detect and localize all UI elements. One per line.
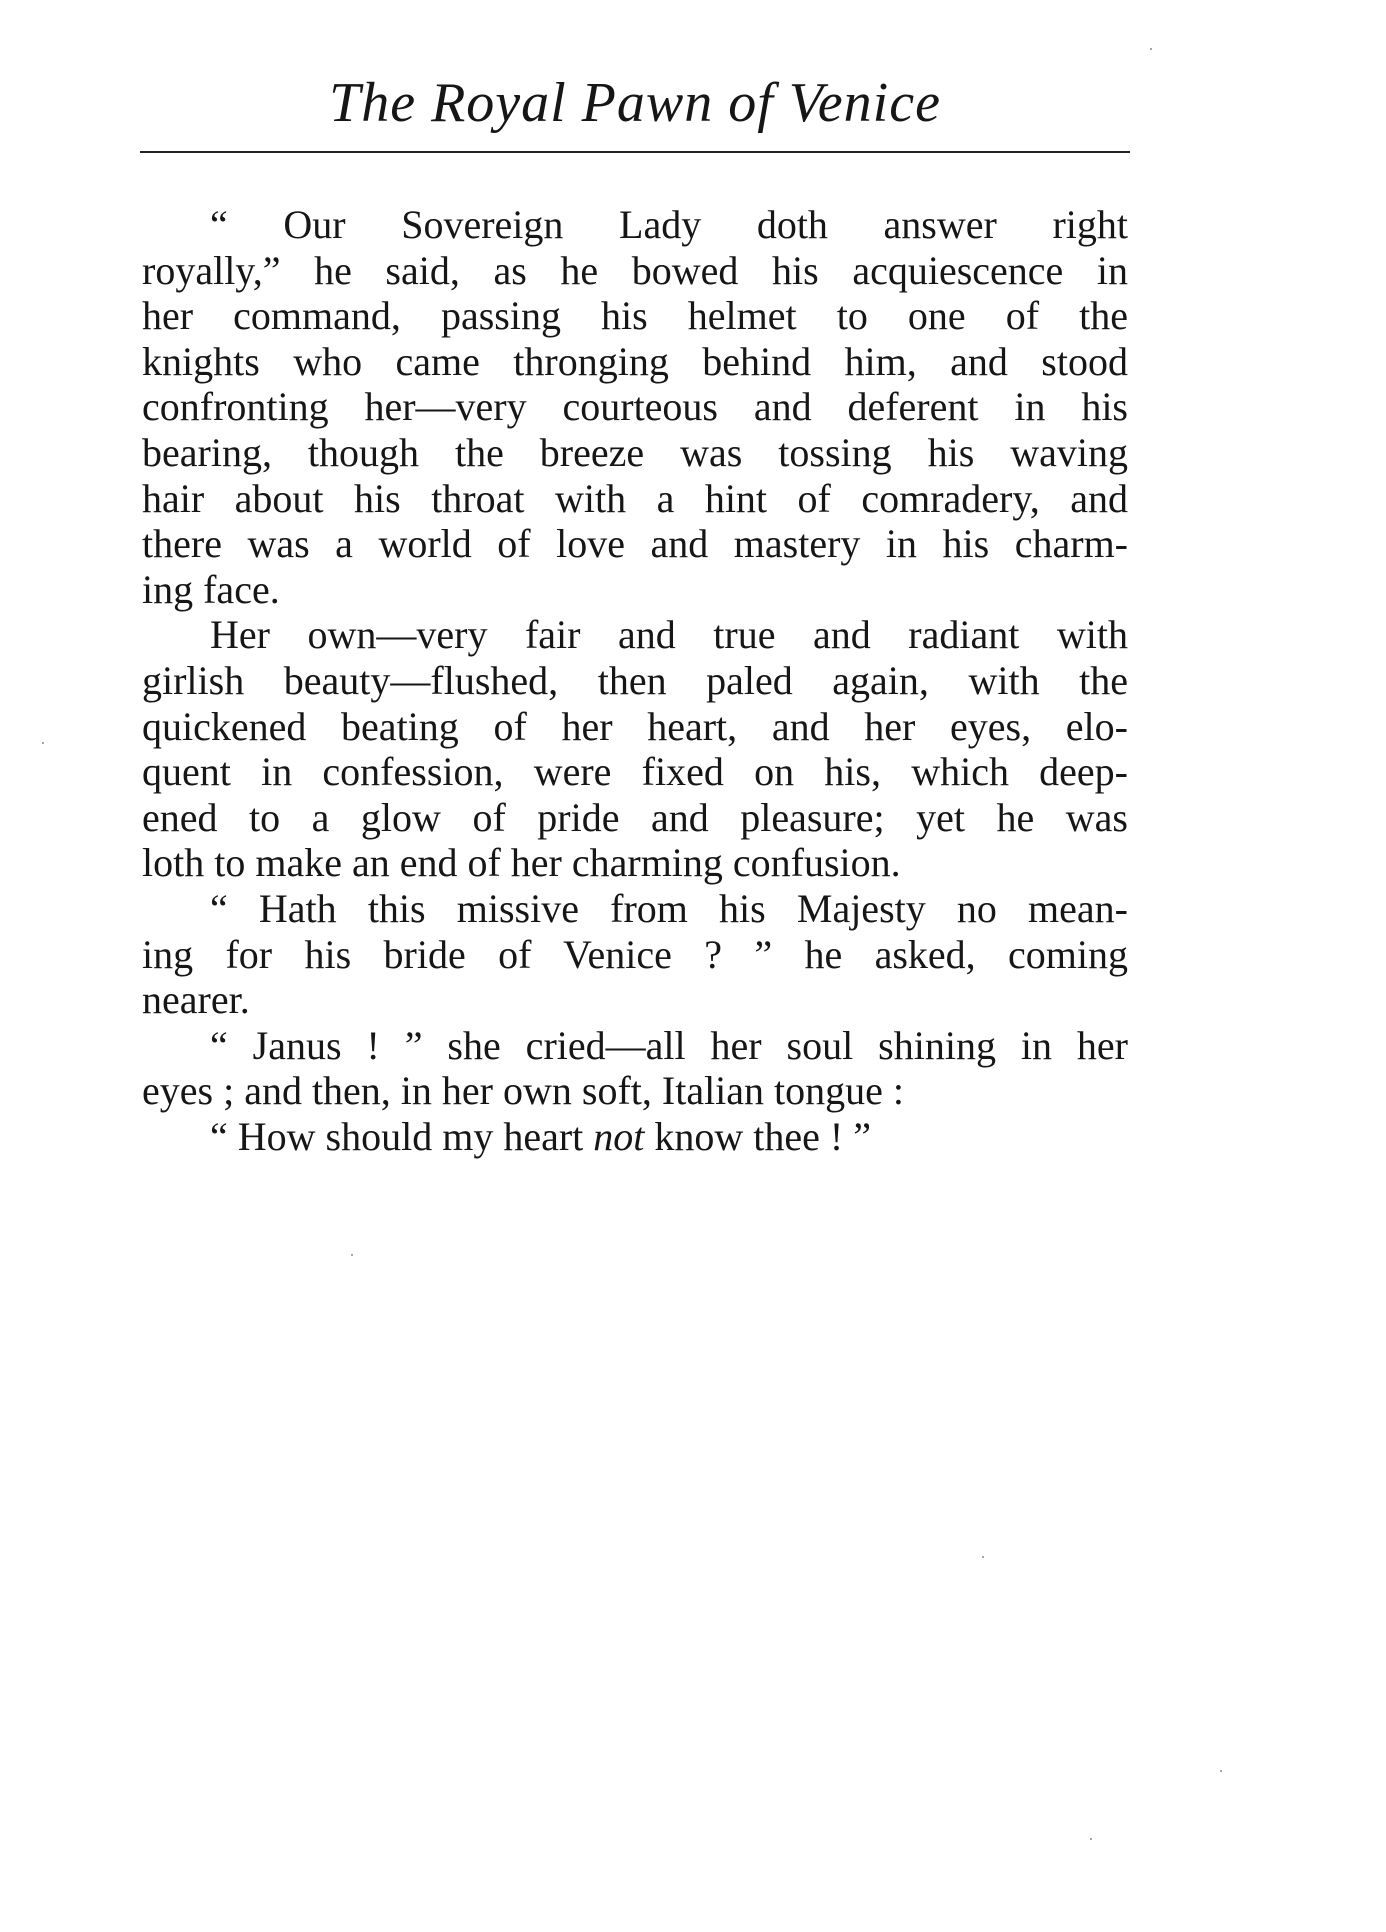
paragraph	[142, 202, 1128, 612]
text-line: her command, passing his helmet to one of the	[142, 293, 1128, 339]
text-line: ened to a glow of pride and pleasure; yet he was	[142, 794, 1128, 840]
paragraph	[142, 886, 1128, 1023]
text-line: Her own—very fair and true and radiant with	[210, 612, 1128, 658]
text-line: girlish beauty—flushed, then paled again, with the	[142, 657, 1128, 703]
text-run: “ How should my heart	[210, 1113, 594, 1159]
text-line: royally,” he said, as he bowed his acquiescence in	[142, 247, 1128, 293]
paragraph	[142, 1114, 1128, 1160]
text-line: ing face.	[142, 566, 280, 612]
paragraph	[142, 612, 1128, 886]
text-line: “ Hath this missive from his Majesty no mean-	[210, 885, 1128, 931]
scan-speck	[982, 1556, 984, 1558]
emphasis-text: not	[593, 1113, 645, 1159]
text-line: confronting her—very courteous and deferent in his	[142, 384, 1128, 430]
text-line: quickened beating of her heart, and her eyes, elo-	[142, 703, 1128, 749]
scan-speck	[1220, 1770, 1222, 1772]
text-line: knights who came thronging behind him, and stood	[142, 338, 1128, 384]
text-line: quent in confession, were fixed on his, which deep-	[142, 749, 1128, 795]
scan-speck	[42, 742, 44, 744]
paragraph	[142, 1023, 1128, 1114]
text-line: loth to make an end of her charming confusion.	[142, 840, 901, 886]
text-line: bearing, though the breeze was tossing his waving	[142, 429, 1128, 475]
text-line: hair about his throat with a hint of comradery, and	[142, 475, 1128, 521]
text-run: know thee ! ”	[644, 1113, 871, 1159]
body-text	[142, 202, 1128, 1159]
text-line: “ Janus ! ” she cried—all her soul shining in her	[210, 1022, 1128, 1068]
text-line	[142, 1114, 1128, 1160]
scan-speck	[1090, 1838, 1092, 1840]
text-line: there was a world of love and mastery in his charm-	[142, 521, 1128, 567]
text-line: “ Our Sovereign Lady doth answer right	[210, 202, 1128, 247]
text-line: ing for his bride of Venice ? ” he asked, coming	[142, 931, 1128, 977]
scan-speck	[351, 1254, 353, 1256]
text-line: eyes ; and then, in her own soft, Italian tongue :	[142, 1068, 905, 1114]
scan-speck	[1150, 48, 1152, 50]
text-line: nearer.	[142, 977, 250, 1023]
header-rule	[140, 151, 1130, 153]
running-head: The Royal Pawn of Venice	[329, 72, 941, 134]
